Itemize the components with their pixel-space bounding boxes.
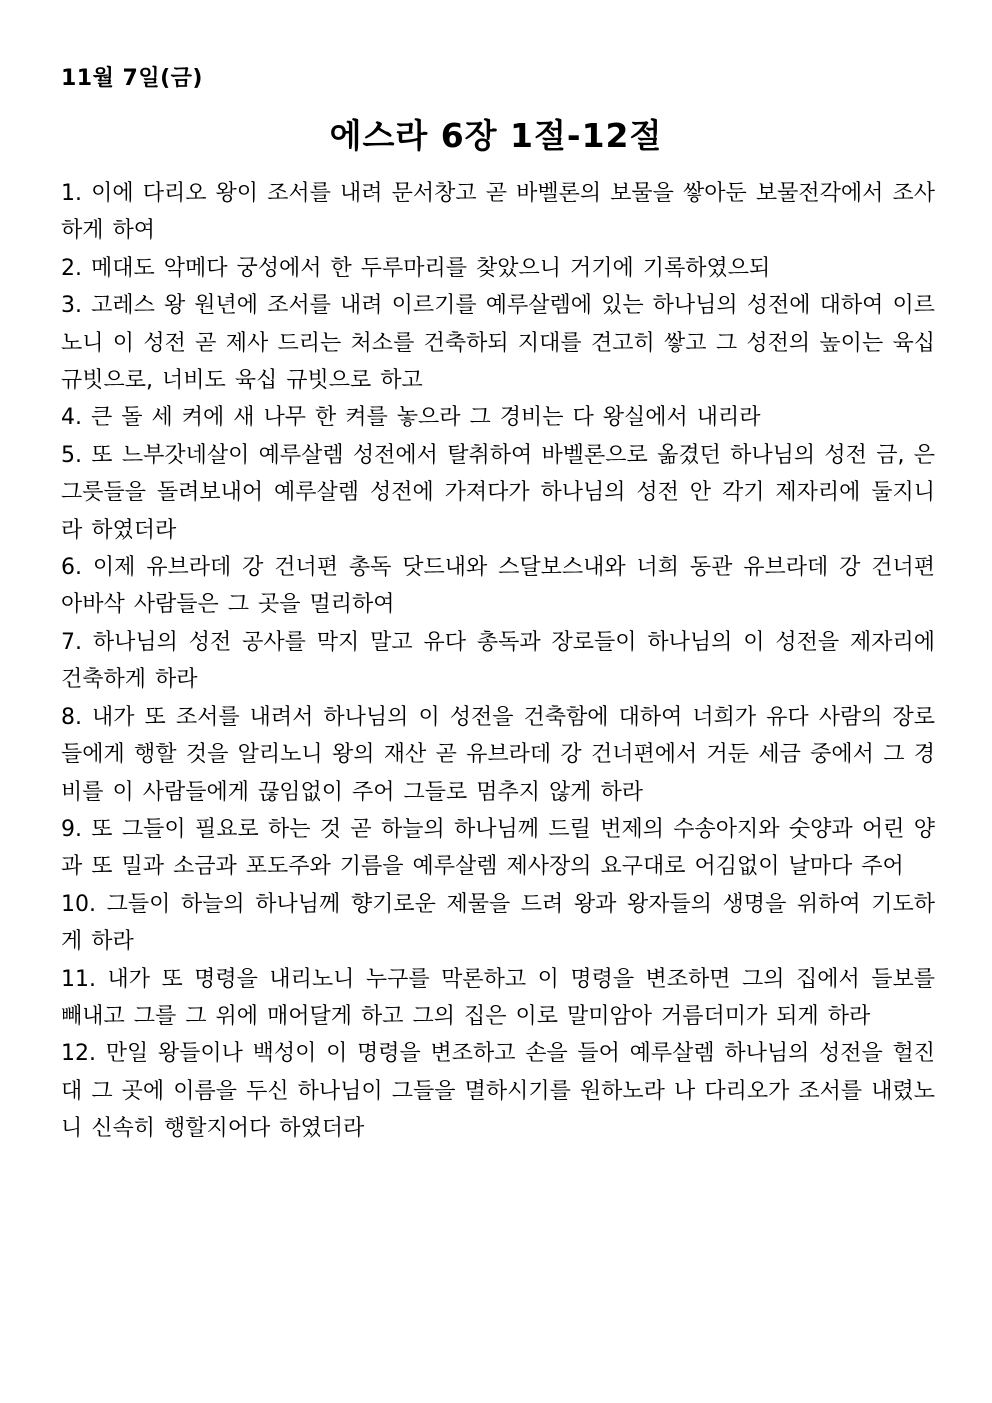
page-title: 에스라 6장 1절-12절	[329, 116, 663, 155]
verse-1: 1. 이에 다리오 왕이 조서를 내려 문서창고 곧 바벨론의 보물을 쌓아둔 보물전각에서 조사하게 하여	[61, 181, 935, 244]
verse-9: 9. 또 그들이 필요로 하는 것 곧 하늘의 하나님께 드릴 번제의 수송아지와 숫양과 어린 양과 또 밀과 소금과 포도주와 기름을 예루살렘 제사장의 요구대로 어김없이 날마다 주어	[61, 816, 935, 880]
verse-3: 3. 고레스 왕 원년에 조서를 내려 이르기를 예루살렘에 있는 하나님의 성전에 대하여 이르노니 이 성전 곧 제사 드리는 처소를 건축하되 지대를 견고히 쌓고 그 성전의 높이는 육십 규빗으로, 너비도 육십 규빗으로 하고	[61, 293, 935, 394]
date-heading: 11월 7일(금)	[61, 66, 203, 91]
verse-11: 11. 내가 또 명령을 내리노니 누구를 막론하고 이 명령을 변조하면 그의 집에서 들보를 빼내고 그를 그 위에 매어달게 하고 그의 집은 이로 말미암아 거름더미가 되게 하라	[61, 966, 935, 1029]
verse-list	[61, 175, 935, 1148]
verse-8: 8. 내가 또 조서를 내려서 하나님의 이 성전을 건축함에 대하여 너희가 유다 사람의 장로들에게 행할 것을 알리노니 왕의 재산 곧 유브라데 강 건너편에서 거둔 세금 중에서 그 경비를 이 사람들에게 끊임없이 주어 그들로 멈추지 않게 하라	[61, 704, 935, 805]
verse-10: 10. 그들이 하늘의 하나님께 향기로운 제물을 드려 왕과 왕자들의 생명을 위하여 기도하게 하라	[61, 891, 935, 955]
verse-7: 7. 하나님의 성전 공사를 막지 말고 유다 총독과 장로들이 하나님의 이 성전을 제자리에 건축하게 하라	[61, 629, 935, 693]
verse-5: 5. 또 느부갓네살이 예루살렘 성전에서 탈취하여 바벨론으로 옮겼던 하나님의 성전 금, 은 그릇들을 돌려보내어 예루살렘 성전에 가져다가 하나님의 성전 안 각기 제자리에 둘지니라 하였더라	[61, 442, 935, 543]
verse-12: 12. 만일 왕들이나 백성이 이 명령을 변조하고 손을 들어 예루살렘 하나님의 성전을 헐진대 그 곳에 이름을 두신 하나님이 그들을 멸하시기를 원하노라 나 다리오가 조서를 내렸노니 신속히 행할지어다 하였더라	[61, 1041, 935, 1142]
verse-4: 4. 큰 돌 세 켜에 새 나무 한 켜를 놓으라 그 경비는 다 왕실에서 내리라	[61, 405, 761, 431]
verse-2: 2. 메대도 악메다 궁성에서 한 두루마리를 찾았으니 거기에 기록하였으되	[61, 255, 771, 281]
verse-6: 6. 이제 유브라데 강 건너편 총독 닷드내와 스달보스내와 너희 동관 유브라데 강 건너편 아바삭 사람들은 그 곳을 멀리하여	[61, 555, 935, 618]
